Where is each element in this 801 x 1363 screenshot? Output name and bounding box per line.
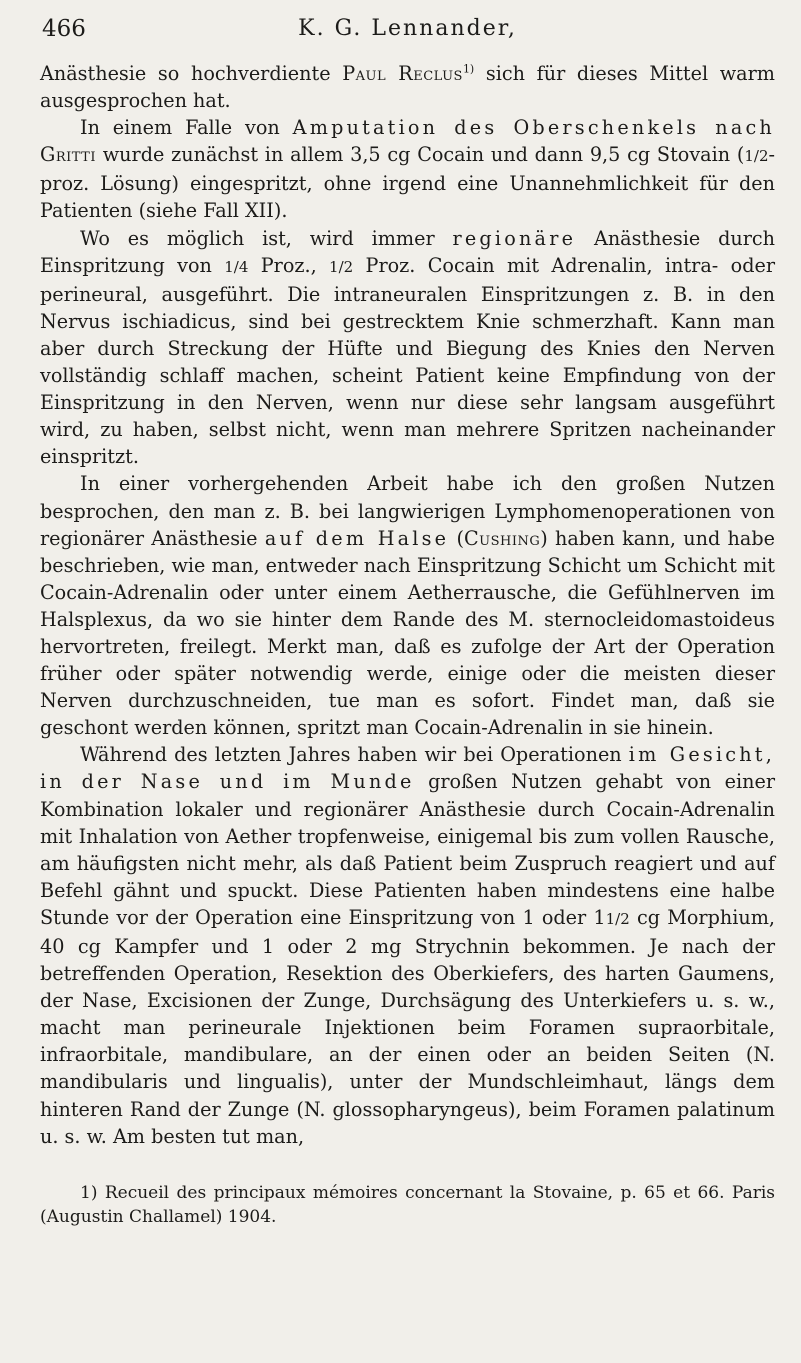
fraction: 1/2 xyxy=(605,909,630,928)
text-run: großen Nutzen gehabt von einer Kombination lokaler und regionärer Anästhesie durch Cocain-Adrenalin mit Inhalation von Aether tropfenweise, einigemal bis zum vollen Rausche, am häufigsten nicht mehr, als daß Patient beim Zuspruch reagiert und auf Befehl gähnt und spuckt. Diese Patienten haben mindestens eine halbe Stunde vor der Operation eine Einspritzung von 1 oder 1 xyxy=(40,770,775,929)
text-run: Proz., xyxy=(248,253,330,277)
text-run: -proz. Lösung) eingespritzt, ohne irgend eine Unannehmlichkeit für den Patienten (siehe Fall XII). xyxy=(40,143,775,223)
text-run: Während des letzten Jahres haben wir bei Operationen xyxy=(80,743,629,767)
page-header xyxy=(40,16,775,60)
footnote-reference[interactable]: 1) xyxy=(462,62,475,76)
body-text xyxy=(40,60,775,1150)
text-run: Wo es möglich ist, wird immer xyxy=(80,226,453,250)
paragraph-4 xyxy=(40,470,775,741)
footnote-separator xyxy=(40,1170,126,1171)
emphasis-text: im Gesicht, in der Nase und im Munde xyxy=(40,743,775,794)
text-run: ( xyxy=(449,526,464,550)
text-run: Recueil des principaux mémoires concernant la Stovaine, p. 65 et 66. Paris (Augustin Challamel) 1904. xyxy=(40,1182,775,1227)
paragraph-2 xyxy=(40,114,775,224)
emphasis-text: Amputation des Oberschenkels nach xyxy=(292,116,775,140)
page xyxy=(40,16,775,1229)
text-run: Proz. Cocain mit Adrenalin, intra- oder perineural, ausgeführt. Die intraneuralen Einspritzungen z. B. in den Nervus ischiadicus, sind bei gestrecktem Knie schmerzhaft. Kann man aber durch Streckung der Hüfte und Biegung des Knies den Nerven vollständig schlaff machen, scheint Patient keine Empfindung von der Einspritzung in den Nerven, wenn nur diese sehr langsam ausgeführt wird, zu haben, selbst nicht, wenn man mehrere Spritzen nacheinander einspritzt. xyxy=(40,253,775,469)
emphasis-text: auf dem Halse xyxy=(264,526,450,550)
footnote-marker: 1) xyxy=(80,1182,98,1203)
running-head: K. G. Lennander, xyxy=(298,16,517,41)
text-run: In einer vorhergehenden Arbeit habe ich den großen Nutzen besprochen, den man z. B. bei langwierigen Lymphomenoperationen von regionärer Anästhesie xyxy=(40,472,775,550)
text-run: sich für dieses Mittel warm ausgesprochen hat. xyxy=(40,62,775,113)
footnote-text xyxy=(40,1181,775,1229)
fraction: 1/2 xyxy=(329,257,354,276)
text-run: ) haben kann, und habe beschrieben, wie man, entweder nach Einspritzung Schicht um Schicht mit Cocain-Adrenalin oder unter einem Aetherrausche, die Gefühlnerven im Halsplexus, da wo sie hinter dem Rande des M. sternocleidomastoideus hervortreten, freilegt. Merkt man, daß es zufolge der Art der Operation früher oder später notwendig werde, einige oder die meisten dieser Nerven durchzuschneiden, tue man es sofort. Findet man, daß sie geschont werden können, spritzt man Cocain-Adrenalin in sie hinein. xyxy=(40,526,775,740)
author-name: Paul Reclus xyxy=(342,62,463,85)
footnote xyxy=(40,1181,775,1229)
emphasis-text: regionäre xyxy=(452,226,577,250)
fraction: 1/4 xyxy=(224,257,249,276)
author-name: Gritti xyxy=(40,143,96,167)
text-run: Anästhesie so hochverdiente xyxy=(40,62,343,85)
fraction: 1/2 xyxy=(744,147,769,166)
text-run: wurde zunächst in allem 3,5 cg Cocain und dann 9,5 cg Stovain ( xyxy=(95,143,745,167)
text-run: In einem Falle von xyxy=(80,116,293,140)
text-run: Anästhesie durch Einspritzung von xyxy=(40,226,775,277)
author-name: Cushing xyxy=(464,526,541,550)
page-number: 466 xyxy=(42,16,86,42)
paragraph-3 xyxy=(40,225,775,471)
paragraph-1 xyxy=(40,60,775,114)
text-run: cg Morphium, 40 cg Kampfer und 1 oder 2 mg Strychnin bekommen. Je nach der betreffenden Operation, Resektion des Oberkiefers, des harten Gaumens, der Nase, Excisionen der Zunge, Durchsägung des Unterkiefers u. s. w., macht man perineurale Injektionen beim Foramen supraorbitale, infraorbitale, mandibulare, an der einen oder an beiden Seiten (N. mandibularis und lingualis), unter der Mundschleimhaut, längs dem hinteren Rand der Zunge (N. glossopharyngeus), beim Foramen palatinum u. s. w. Am besten tut man, xyxy=(40,905,775,1148)
paragraph-5 xyxy=(40,741,775,1149)
